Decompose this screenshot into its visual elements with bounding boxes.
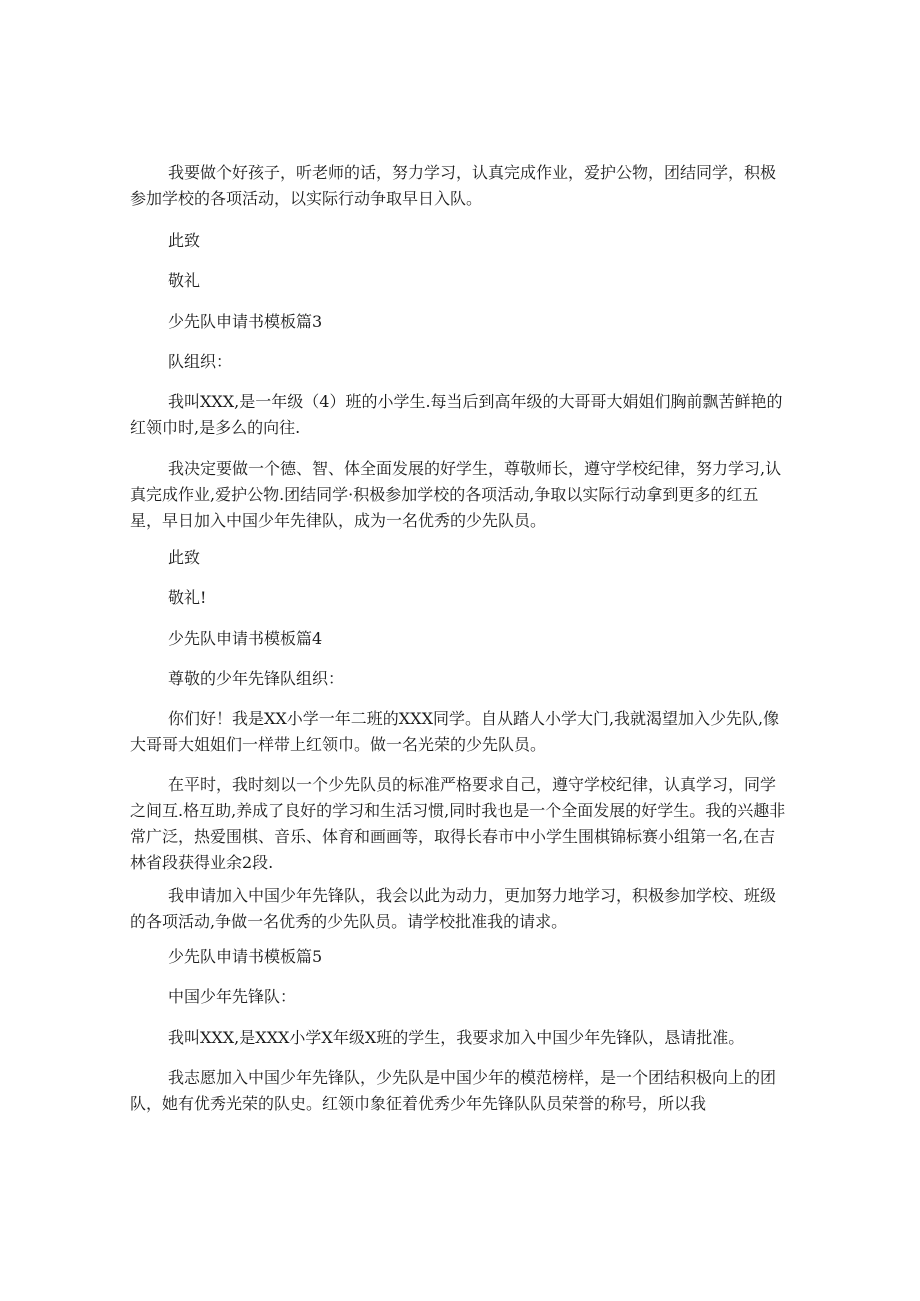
salutation-cizhi: 此致 [168,231,201,250]
salutation-jingli: 敬礼 [168,271,201,290]
paragraph-3-intro: 我叫XXX,是一年级（4）班的小学生.每当后到高年级的大哥哥大娟姐们胸前飘苦鲜艳的红领巾时,是多么的向往. [130,392,783,437]
section-heading-5: 少先队申请书模板篇5 [168,947,323,966]
addressee-5: 中国少年先锋队： [168,987,297,1006]
paragraph-4-request: 我申请加入中国少年先锋队，我会以此为动力，更加努力地学习，积极参加学校、班级的各项活动,争做一名优秀的少先队员。请学校批准我的请求。 [130,886,777,931]
paragraph-4-daily: 在平时，我时刻以一个少先队员的标准严格要求自己，遵守学校纪律，认真学习，同学之间互.格互助,养成了良好的学习和生活习惯,同时我也是一个全面发展的好学生。我的兴趣非常广泛，热爱围棋、音乐、体育和画画等，取得长春市中小学生围棋锦标赛小组第一名,在吉林省段获得业余2段. [130,775,786,872]
paragraph-3-resolve: 我决定要做一个德、智、体全面发展的好学生，尊敬师长，遵守学校纪律，努力学习,认真完成作业,爱护公物.团结同学·积极参加学校的各项活动,争取以实际行动拿到更多的红五星，早日加入中国少年先律队，成为一名优秀的少先队员。 [130,459,782,530]
section-heading-3: 少先队申请书模板篇3 [168,312,323,331]
paragraph-closing-pledge: 我要做个好孩子，听老师的话，努力学习，认真完成作业，爱护公物，团结同学，积极参加学校的各项活动，以实际行动争取早日入队。 [130,163,777,208]
paragraph-5-intro: 我叫XXX,是XXX小学X年级X班的学生，我要求加入中国少年先锋队，恳请批准。 [168,1028,745,1047]
addressee-4: 尊敬的少年先锋队组织： [168,669,345,688]
paragraph-5-pledge: 我志愿加入中国少年先锋队，少先队是中国少年的模范榜样，是一个团结积极向上的团队，她有优秀光荣的队史。红领巾象征着优秀少年先锋队队员荣誉的称号，所以我 [130,1068,777,1113]
salutation-jingli-2: 敬礼! [168,588,207,607]
paragraph-4-intro: 你们好！我是XX小学一年二班的XXX同学。自从踏人小学大门,我就渴望加入少先队,像大哥哥大姐姐们一样带上红领巾。做一名光荣的少先队员。 [130,709,780,754]
section-heading-4: 少先队申请书模板篇4 [168,629,323,648]
addressee-3: 队组织： [168,352,233,371]
salutation-cizhi-2: 此致 [168,548,201,567]
